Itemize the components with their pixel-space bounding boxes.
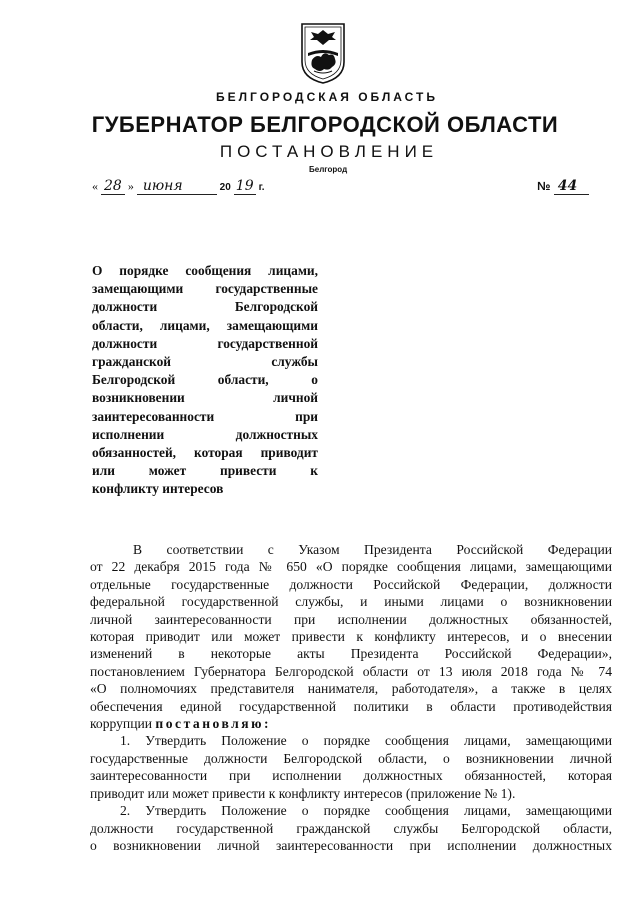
decree-keyword: постановляю: (155, 716, 272, 732)
body-line: приводит или может привести к конфликту интересов (приложение № 1). (90, 785, 516, 801)
body-line: «О полномочиях представителя нанимателя, работодателя», а также в целях (90, 681, 612, 697)
body-line: заинтересованности при исполнении должностных обязанностей, которая (90, 768, 612, 784)
subject-line: О порядке сообщения лицами, (92, 263, 318, 278)
subject-line: обязанностей, которая приводит (92, 445, 318, 461)
document-number (537, 178, 589, 194)
subject-line: исполнении должностных (92, 426, 318, 442)
body-line: изменений в некоторые акты Президента Российской Федерации», (90, 646, 612, 662)
subject-line: или может привести к (92, 463, 318, 479)
item-1-paragraph (90, 732, 612, 802)
body-line: личной заинтересованности при исполнении должностных обязанностей, (90, 611, 612, 627)
city-label: Белгород (309, 165, 348, 174)
body-line: государственные должности Белгородской области, о возникновении личной (90, 750, 612, 766)
subject-line: области, лицами, замещающими (92, 317, 318, 333)
body-line: обеспечения единой государственной политики в области противодействия (90, 698, 612, 714)
subject-line: конфликту интересов (92, 481, 224, 497)
preamble-last-prefix: коррупции (90, 716, 156, 732)
subject-line: заинтересованности при (92, 408, 318, 424)
body-line: В соответствии с Указом Президента Российской Федерации (133, 542, 612, 557)
date-day: 28 (101, 178, 125, 195)
subject-line: гражданской службы (92, 354, 318, 370)
body-line: 2. Утвердить Положение о порядке сообщения лицами, замещающими (120, 803, 612, 819)
document-body (90, 541, 612, 854)
body-line: от 22 декабря 2015 года № 650 «О порядке сообщения лицами, замещающими (90, 559, 612, 575)
subject-line: должности государственной (92, 335, 318, 351)
body-line (90, 715, 612, 732)
body-line: отдельные государственные должности Российской Федерации, должности (90, 576, 612, 592)
document-type: ПОСТАНОВЛЕНИЕ (219, 142, 439, 161)
date-year-prefix: 20 (219, 182, 231, 193)
body-line: постановлением Губернатора Белгородской области от 13 июля 2018 года № 74 (90, 663, 612, 679)
subject-line: должности Белгородской (92, 299, 318, 315)
coat-of-arms-emblem (300, 22, 346, 84)
date-close-quote: » (127, 179, 134, 193)
region-title: БЕЛГОРОДСКАЯ ОБЛАСТЬ (216, 90, 438, 104)
body-line: 1. Утвердить Положение о порядке сообщения лицами, замещающими (120, 733, 612, 749)
date-year-mark: г. (258, 182, 265, 193)
document-date (92, 178, 265, 194)
number-prefix: № (537, 179, 551, 193)
date-year-suffix: 19 (235, 178, 254, 194)
body-line: о возникновении личной заинтересованности при исполнении должностных (90, 837, 612, 853)
date-open-quote: « (92, 179, 98, 193)
subject-line: Белгородской области, о (92, 372, 318, 388)
number-value: 44 (554, 178, 589, 195)
document-subject (92, 262, 318, 499)
preamble-paragraph (90, 541, 612, 732)
item-2-paragraph (90, 802, 612, 854)
date-month: июня (137, 178, 217, 195)
governor-title: ГУБЕРНАТОР БЕЛГОРОДСКОЙ ОБЛАСТИ (91, 112, 559, 137)
body-line: которая приводит или может привести к конфликту интересов, и о внесении (90, 629, 612, 645)
subject-line: возникновении личной (92, 390, 318, 406)
body-line: федеральной государственной службы, и иными лицами о возникновении (90, 594, 612, 610)
subject-line: замещающими государственные (92, 281, 318, 297)
body-line: должности государственной гражданской службы Белгородской области, (90, 820, 612, 836)
